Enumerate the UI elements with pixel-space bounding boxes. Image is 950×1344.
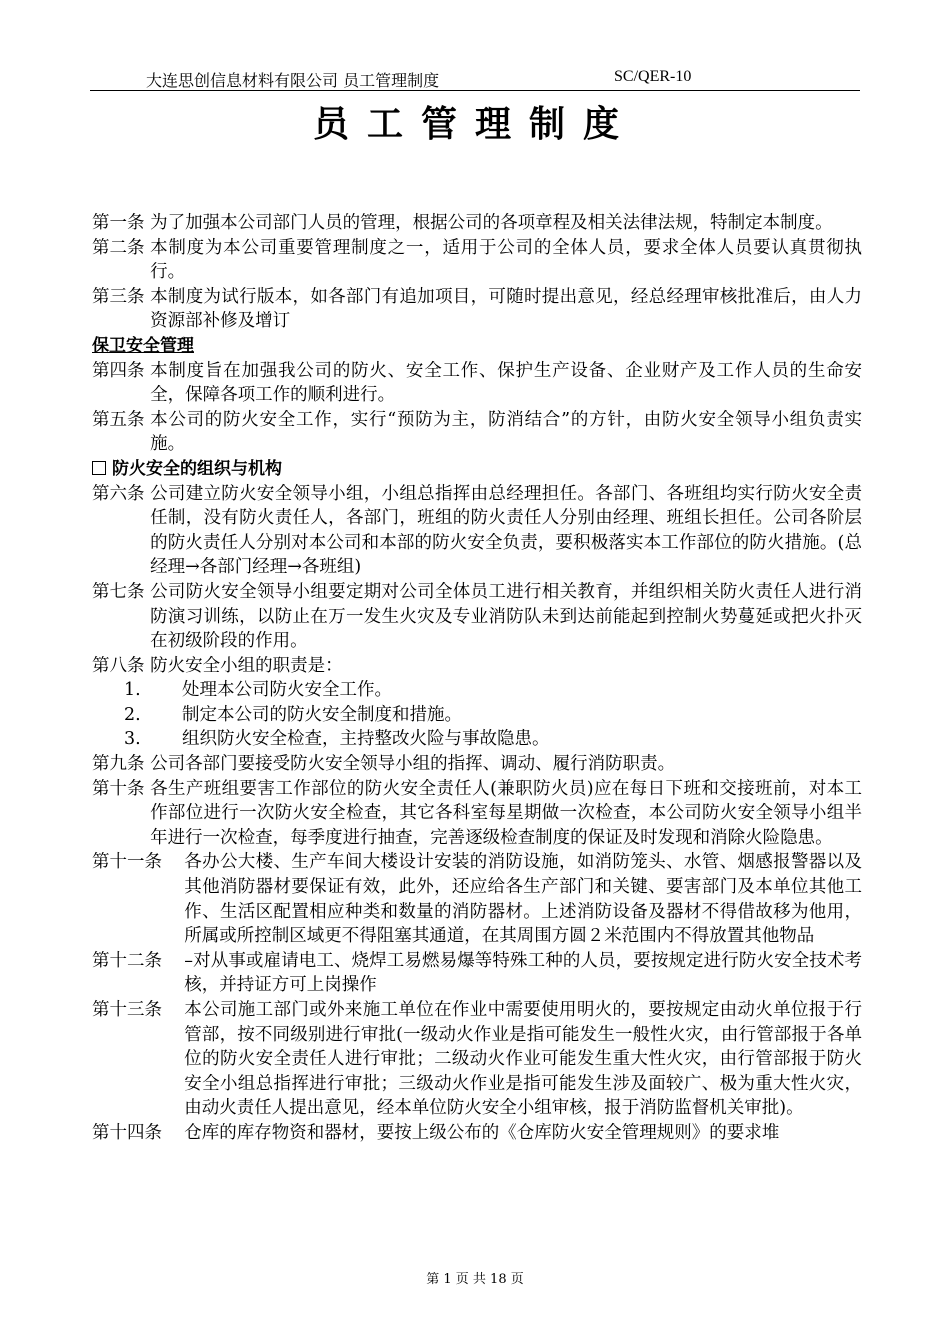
- article-text: 各生产班组要害工作部位的防火安全责任人(兼职防火员)应在每日下班和交接班前，对本工作部位进行一次防火安全检查，其它各科室每星期做一次检查，本公司防火安全领导小组半年进行一次检查，每季度进行抽查，完善逐级检查制度的保证及时发现和消除火险隐患。: [150, 778, 862, 848]
- page-header: [90, 66, 860, 91]
- article-5: [92, 408, 862, 457]
- article-label: 第十三条: [92, 1000, 162, 1020]
- article-label: 第十条: [92, 778, 145, 799]
- article-label: 第三条: [92, 286, 145, 307]
- article-text: 防火安全小组的职责是：: [150, 655, 343, 676]
- article-1: [92, 211, 862, 236]
- article-label: 第八条: [92, 655, 145, 676]
- article-text: –对从事或雇请电工、烧焊工易燃易爆等特殊工种的人员，要按规定进行防火安全技术考核，并持证方可上岗操作: [184, 950, 862, 996]
- list-text: 制定本公司的防火安全制度和措施。: [182, 704, 462, 725]
- article-10: [92, 777, 862, 851]
- subsection-title: 防火安全的组织与机构: [112, 458, 282, 479]
- article-3: [92, 285, 862, 334]
- subsection-heading: [92, 457, 862, 482]
- article-9: [92, 752, 862, 777]
- list-text: 组织防火安全检查，主持整改火险与事故隐患。: [182, 729, 550, 750]
- article-text: 本制度为试行版本，如各部门有追加项目，可随时提出意见，经总经理审核批准后，由人力资源部补修及增订: [150, 286, 862, 332]
- article-text: 公司各部门要接受防火安全领导小组的指挥、调动、履行消防职责。: [150, 754, 676, 775]
- article-7: [92, 580, 862, 654]
- article-text: 公司防火安全领导小组要定期对公司全体员工进行相关教育，并组织相关防火责任人进行消防演习训练，以防止在万一发生火灾及专业消防队未到达前能起到控制火势蔓延或把火扑灭在初级阶段的作用。: [150, 581, 862, 652]
- header-company: 大连思创信息材料有限公司 员工管理制度: [146, 71, 440, 90]
- article-label: 第五条: [92, 409, 145, 430]
- document-body: [92, 211, 862, 1146]
- article-label: 第十一条: [92, 852, 162, 873]
- article-2: [92, 236, 862, 285]
- article-label: 第九条: [92, 754, 145, 775]
- article-label: 第十二条: [92, 950, 162, 971]
- page-footer: 第 1 页 共 18 页: [426, 1272, 524, 1287]
- section-heading: 保卫安全管理: [92, 335, 194, 356]
- article-text: 本制度为本公司重要管理制度之一，适用于公司的全体人员，要求全体人员要认真贯彻执行。: [150, 237, 862, 283]
- list-text: 处理本公司防火安全工作。: [182, 680, 392, 701]
- article-label: 第七条: [92, 581, 145, 602]
- checkbox-bullet-icon: [92, 461, 106, 475]
- article-label: 第一条: [92, 213, 145, 233]
- article-6: [92, 482, 862, 580]
- article-11: [92, 850, 862, 948]
- article-text: 本公司的防火安全工作，实行“预防为主，防消结合”的方针，由防火安全领导小组负责实施。: [150, 409, 862, 455]
- article-4: [92, 359, 862, 408]
- article-12: [92, 949, 862, 998]
- article-text: 本制度旨在加强我公司的防火、安全工作、保护生产设备、企业财产及工作人员的生命安全，保障各项工作的顺利进行。: [150, 360, 862, 406]
- header-doc-code: SC/QER-10: [614, 68, 692, 85]
- page-title: 员工管理制度: [312, 104, 637, 145]
- article-label: 第二条: [92, 237, 145, 258]
- list-number: 1.: [124, 680, 141, 701]
- article-text: 各办公大楼、生产车间大楼设计安装的消防设施，如消防笼头、水管、烟感报警器以及其他消防器材要保证有效，此外，还应给各生产部门和关键、要害部门及本单位其他工作、生活区配置相应种类和数量的消防器材。上述消防设备及器材不得借故移为他用，所属或所控制区域更不得阻塞其通道，在其周围方圆２米范围内不得放置其他物品: [184, 852, 862, 947]
- article-13: [92, 998, 862, 1121]
- article-text: 仓库的库存物资和器材，要按上级公布的《仓库防火安全管理规则》的要求堆: [184, 1122, 780, 1143]
- article-text: 为了加强本公司部门人员的管理，根据公司的各项章程及相关法律法规，特制定本制度。: [150, 213, 833, 233]
- article-text: 本公司施工部门或外来施工单位在作业中需要使用明火的，要按规定由动火单位报于行管部，按不同级别进行审批(一级动火作业是指可能发生一般性火灾，由行管部报于各单位的防火安全责任人进行审批；二级动火作业可能发生重大性火灾，由行管部报于防火安全小组总指挥进行审批；三级动火作业是指可能发生涉及面较广、极为重大性火灾，由动火责任人提出意见，经本单位防火安全小组审核，报于消防监督机关审批)。: [184, 1000, 862, 1119]
- article-label: 第六条: [92, 483, 145, 504]
- article-label: 第四条: [92, 360, 145, 381]
- list-item: [92, 678, 862, 703]
- list-number: 3.: [124, 729, 141, 750]
- article-14: [92, 1121, 862, 1146]
- list-number: 2.: [124, 704, 141, 725]
- article-label: 第十四条: [92, 1122, 162, 1143]
- list-item: [92, 703, 862, 728]
- list-item: [92, 727, 862, 752]
- article-8: [92, 654, 862, 679]
- article-text: 公司建立防火安全领导小组，小组总指挥由总经理担任。各部门、各班组均实行防火安全责任制，没有防火责任人，各部门，班组的防火责任人分别由经理、班组长担任。公司各阶层的防火责任人分别对本公司和本部的防火安全负责，要积极落实本工作部位的防火措施。(总经理→各部门经理→各班组): [150, 483, 862, 578]
